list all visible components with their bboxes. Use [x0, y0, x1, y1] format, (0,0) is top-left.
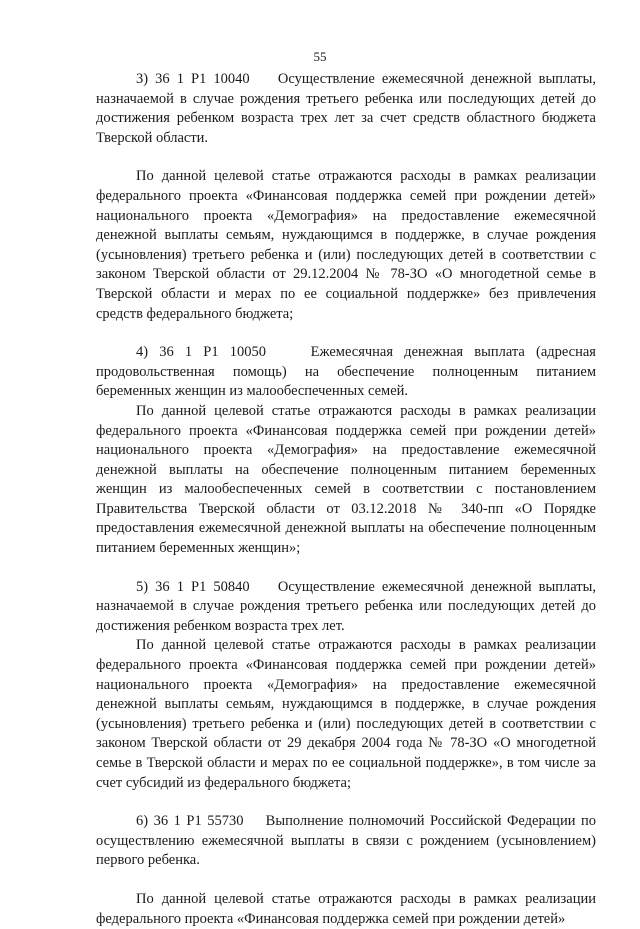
section-5-code: 5) 36 1 P1 50840 — [136, 578, 250, 595]
section-3-description: По данной целевой статье отражаются расходы в рамках реализации федерального проекта «Финансовая поддержка семей при рождении детей» национального проекта «Демография» на предоставление ежемесячной денежной выплаты семьям, нуждающимся в поддержке, в случае рождения (усыновления) третьего ребенка и (или) последующих детей в соответствии с законом Тверской области от 29.12.2004 № 78-ЗО «О многодетной семье в Тверской области и мерах по ее социальной поддержке» без привлечения средств федерального бюджета; — [96, 168, 596, 322]
section-6-title: Выполнение полномочий Российской Федерации по осуществлению ежемесячной выплаты в связи с рождением (усыновлением) первого ребенка. — [96, 813, 596, 869]
page-number: 55 — [313, 49, 327, 64]
section-4-title: Ежемесячная денежная выплата (адресная продовольственная помощь) на обеспечение полноценным питанием беременных женщин из малообеспеченных семей. — [96, 344, 596, 400]
section-4-description: По данной целевой статье отражаются расходы в рамках реализации федерального проекта «Финансовая поддержка семей при рождении детей» национального проекта «Демография» на предоставление ежемесячной денежной выплаты на обеспечение полноценным питанием беременных женщин из малообеспеченных семей в соответствии с постановлением Правительства Тверской области от 03.12.2018 № 340-пп «О Порядке предоставления ежемесячной денежной выплаты на обеспечение полноценным питанием беременных женщин»; — [96, 402, 596, 557]
section-3-heading — [96, 70, 596, 148]
section-5-heading — [96, 578, 596, 637]
document-body — [96, 70, 596, 929]
section-4-heading — [96, 343, 596, 402]
section-4-code: 4) 36 1 P1 10050 — [136, 344, 267, 361]
section-3-title: Осуществление ежемесячной денежной выплаты, назначаемой в случае рождения третьего ребенка или последующих детей до достижения ребенком возраста трех лет за счет средств областного бюджета Тверской области. — [96, 71, 596, 146]
section-6-code: 6) 36 1 P1 55730 — [136, 813, 244, 830]
section-3-code: 3) 36 1 P1 10040 — [136, 71, 250, 87]
section-5-title: Осуществление ежемесячной денежной выплаты, назначаемой в случае рождения третьего ребенка или последующих детей до достижения ребенком возраста трех лет. — [96, 578, 596, 634]
section-6-description: По данной целевой статье отражаются расходы в рамках реализации федерального проекта «Финансовая поддержка семей при рождении детей» — [96, 890, 596, 927]
section-6-heading — [96, 812, 596, 871]
section-5-description: По данной целевой статье отражаются расходы в рамках реализации федерального проекта «Финансовая поддержка семей при рождении детей» национального проекта «Демография» на предоставление ежемесячной денежной выплаты семьям, нуждающимся в поддержке, в случае рождения (усыновления) третьего ребенка и (или) последующих детей в соответствии с законом Тверской области от 29 декабря 2004 года № 78-ЗО «О многодетной семье в Тверской области и мерах по ее социальной поддержке», в том числе за счет субсидий из федерального бюджета; — [96, 637, 596, 791]
